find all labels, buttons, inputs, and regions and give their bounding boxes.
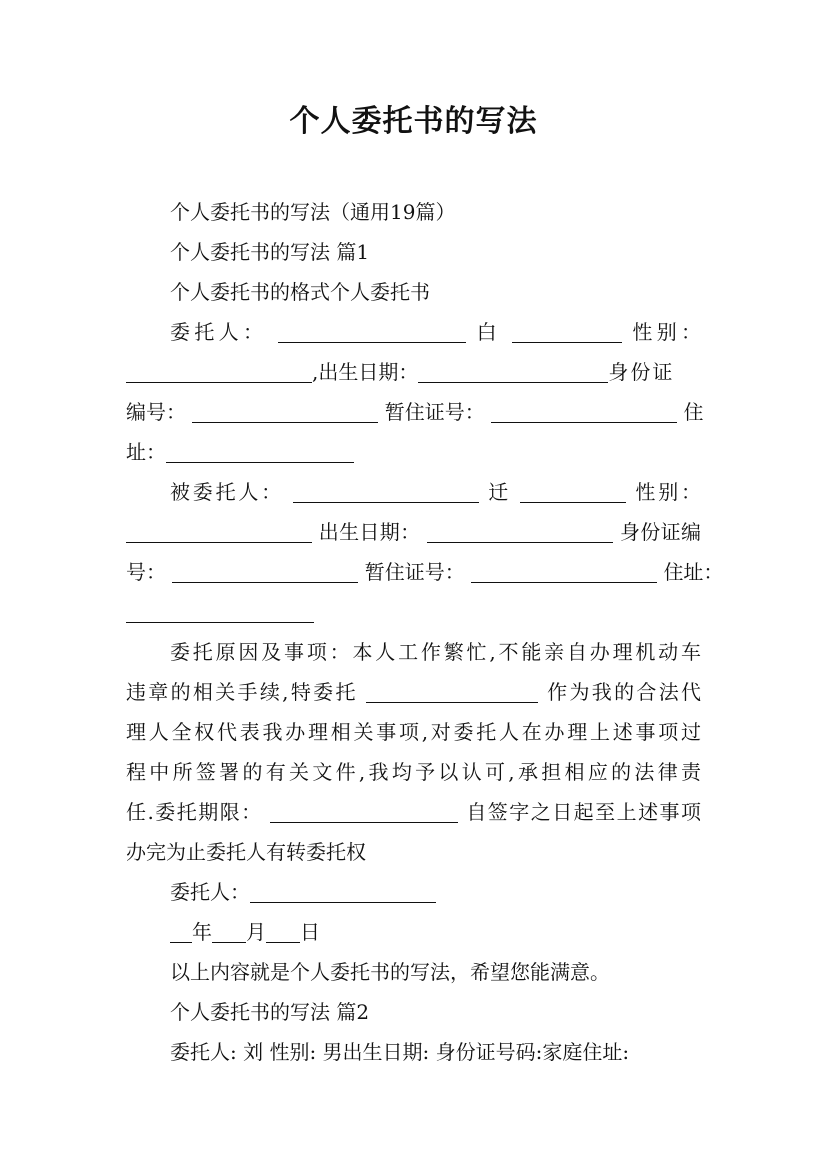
- label-principal: 委托人：: [170, 320, 268, 344]
- label-bai: 白: [476, 320, 501, 344]
- form-line-principal-birth: [126, 352, 701, 392]
- paragraph-line: 委托人: 刘 性别: 男出生日期: 身份证号码:家庭住址:: [170, 1040, 630, 1064]
- form-line-agent: [170, 472, 701, 512]
- section-heading: 个人委托书的写法 篇2: [170, 1000, 370, 1024]
- form-line-agent-id: [126, 552, 724, 592]
- label-number: 编号：: [126, 400, 186, 424]
- label-address: 址：: [126, 440, 166, 464]
- blank-month[interactable]: [212, 918, 246, 943]
- text-term-label: 任.委托期限：: [126, 800, 263, 824]
- blank-principal-residence-permit[interactable]: [491, 398, 677, 423]
- label-birth-date: ,出生日期：: [312, 360, 419, 384]
- blank-principal-name[interactable]: [278, 318, 466, 343]
- label-agent-address: 住址：: [663, 560, 724, 584]
- date-line: [170, 912, 701, 952]
- label-year: 年: [192, 920, 212, 944]
- blank-principal-id-number[interactable]: [192, 398, 378, 423]
- signature-line: [170, 872, 701, 912]
- blank-signature[interactable]: [250, 878, 436, 903]
- label-gender: 性别：: [632, 320, 702, 344]
- paragraph-line: 委托原因及事项：本人工作繁忙,不能亲自办理机动车: [170, 640, 701, 664]
- text-term-rest: 自签字之日起至上述事项: [466, 800, 702, 824]
- blank-term[interactable]: [270, 798, 458, 823]
- blank-principal-field[interactable]: [512, 318, 622, 343]
- blank-agent-address[interactable]: [126, 598, 314, 623]
- paragraph-line: 个人委托书的格式个人委托书: [170, 280, 430, 304]
- label-id-card: 身份证: [608, 360, 675, 384]
- blank-agent-birth-date[interactable]: [427, 518, 613, 543]
- form-line-term: [126, 792, 701, 832]
- blank-agent-gender[interactable]: [126, 518, 312, 543]
- form-line-delegate: [126, 672, 701, 712]
- paragraph-line: 以上内容就是个人委托书的写法，希望您能满意。: [170, 960, 610, 984]
- form-line-principal-address: [126, 432, 701, 472]
- paragraph-line: 程中所签署的有关文件,我均予以认可,承担相应的法律责: [126, 760, 701, 784]
- label-agent-residence-permit: 暂住证号：: [364, 560, 465, 584]
- paragraph-line: 个人委托书的写法（通用19篇）: [170, 200, 456, 224]
- label-address-part: 住: [683, 400, 704, 424]
- label-agent-birth-date: 出生日期：: [318, 520, 421, 544]
- paragraph-line: 个人委托书的写法 篇1: [170, 240, 370, 264]
- form-line-principal-id: [126, 392, 704, 432]
- blank-delegate-name[interactable]: [366, 678, 538, 703]
- label-signatory: 委托人：: [170, 880, 250, 904]
- label-day: 日: [300, 920, 320, 944]
- blank-agent-field[interactable]: [520, 478, 626, 503]
- form-line-agent-birth: [126, 512, 701, 552]
- blank-agent-name[interactable]: [293, 478, 479, 503]
- label-residence-permit: 暂住证号：: [384, 400, 485, 424]
- blank-agent-id-number[interactable]: [172, 558, 358, 583]
- form-line-agent-address: [126, 592, 701, 632]
- text-delegate-intro: 违章的相关手续,特委托: [126, 680, 358, 704]
- blank-agent-residence-permit[interactable]: [471, 558, 657, 583]
- label-agent-id-card: 身份证编: [619, 520, 702, 544]
- label-qian: 迁: [488, 480, 512, 504]
- blank-day[interactable]: [266, 918, 300, 943]
- text-delegate-role: 作为我的合法代: [547, 680, 702, 704]
- label-month: 月: [246, 920, 266, 944]
- label-agent-number: 号：: [126, 560, 166, 584]
- blank-year[interactable]: [170, 918, 192, 943]
- paragraph-line: 理人全权代表我办理相关事项,对委托人在办理上述事项过: [126, 720, 701, 744]
- label-agent: 被委托人：: [170, 480, 284, 504]
- form-line-principal: [170, 312, 701, 352]
- blank-principal-gender[interactable]: [126, 358, 312, 383]
- document-title: 个人委托书的写法: [289, 104, 538, 139]
- label-agent-gender: 性别：: [635, 480, 701, 504]
- blank-principal-birth-date[interactable]: [418, 358, 608, 383]
- paragraph-line: 办完为止委托人有转委托权: [126, 840, 366, 864]
- blank-principal-address[interactable]: [166, 438, 354, 463]
